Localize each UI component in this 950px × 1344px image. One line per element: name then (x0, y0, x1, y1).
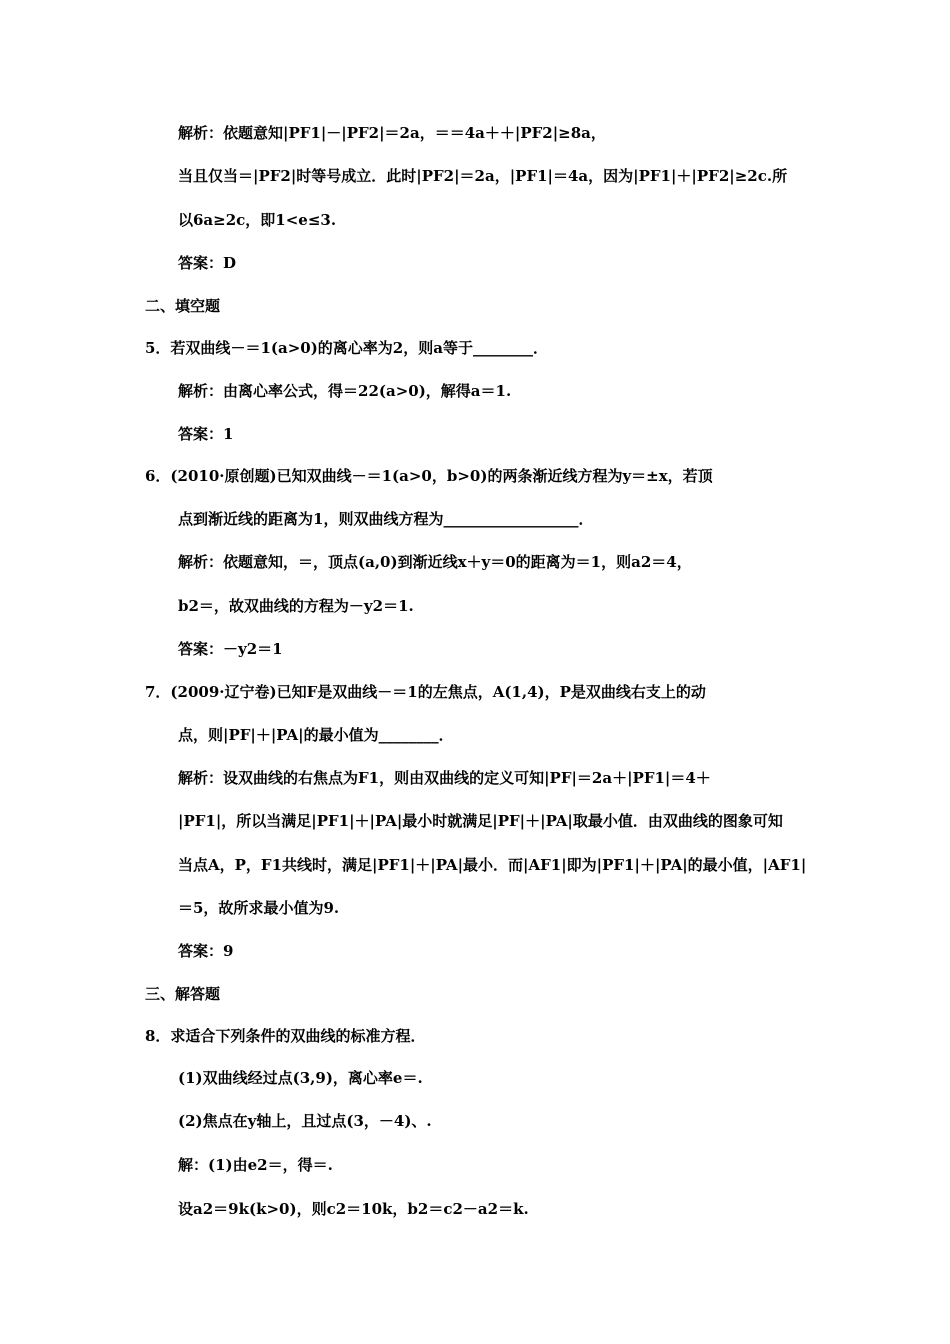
section-heading: 三、解答题 (145, 985, 221, 1003)
solution-text: 解析：依题意知|PF1|－|PF2|＝2a，＝＝4a＋＋|PF2|≥8a， (178, 124, 606, 142)
solution-text: 当点A，P，F1共线时，满足|PF1|＋|PA|最小．而|AF1|即为|PF1|＋|PA|的最小值，|AF1| (178, 856, 807, 874)
solution-text: 解析：依题意知，＝，顶点(a,0)到渐近线x＋y＝0的距离为＝1，则a2＝4， (178, 553, 692, 571)
answer-line: 答案：D (178, 254, 237, 272)
solution-text: |PF1|，所以当满足|PF1|＋|PA|最小时就满足|PF|＋|PA|取最小值．由双曲线的图象可知 (178, 812, 783, 830)
question-6-cont: 点到渐近线的距离为1，则双曲线方程为__________________． (178, 510, 594, 528)
solution-text: 解：(1)由e2＝，得＝. (178, 1156, 333, 1174)
solution-text: 设a2＝9k(k>0)，则c2＝10k，b2＝c2－a2＝k. (178, 1200, 529, 1218)
solution-text: 解析：设双曲线的右焦点为F1，则由双曲线的定义可知|PF|＝2a＋|PF1|＝4＋ (178, 769, 711, 787)
question-8-part-2: (2)焦点在y轴上，且过点(3，－4)、. (178, 1112, 432, 1130)
solution-text: 解析：由离心率公式，得＝22(a>0)，解得a＝1. (178, 382, 512, 400)
question-7-cont: 点，则|PF|＋|PA|的最小值为________． (178, 726, 454, 744)
section-heading: 二、填空题 (145, 297, 221, 315)
question-6: 6．(2010·原创题)已知双曲线－＝1(a>0，b>0)的两条渐近线方程为y＝±x，若顶 (145, 467, 713, 485)
question-8-part-1: (1)双曲线经过点(3,9)，离心率e＝. (178, 1069, 423, 1087)
solution-text: 以6a≥2c，即1<e≤3. (178, 211, 337, 229)
solution-text: ＝5，故所求最小值为9. (178, 899, 340, 917)
answer-line: 答案：1 (178, 425, 234, 443)
solution-text: 当且仅当＝|PF2|时等号成立．此时|PF2|＝2a，|PF1|＝4a，因为|PF1|＋|PF2|≥2c.所 (178, 167, 788, 185)
question-8: 8．求适合下列条件的双曲线的标准方程． (145, 1027, 426, 1045)
question-5: 5．若双曲线－＝1(a>0)的离心率为2，则a等于________． (145, 339, 548, 357)
answer-line: 答案：－y2＝1 (178, 640, 283, 658)
answer-line: 答案：9 (178, 942, 234, 960)
question-7: 7．(2009·辽宁卷)已知F是双曲线－＝1的左焦点，A(1,4)，P是双曲线右支上的动 (145, 683, 706, 701)
solution-text: b2＝，故双曲线的方程为－y2＝1. (178, 597, 414, 615)
